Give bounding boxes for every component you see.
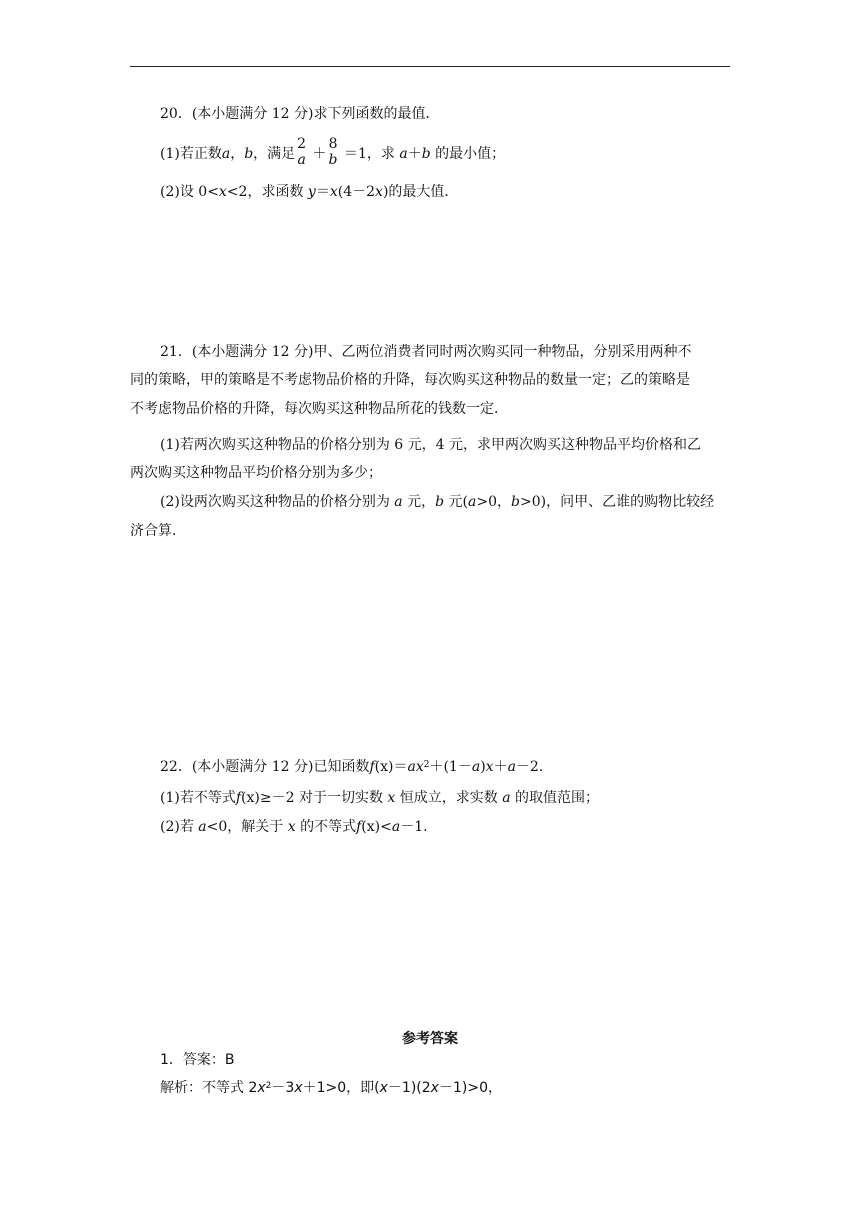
var-x: x xyxy=(485,759,494,775)
q20-part2-text: (4－2 xyxy=(337,184,376,200)
var-a: a xyxy=(471,759,481,775)
var-x: x xyxy=(257,1080,266,1096)
var-a: a xyxy=(399,146,408,162)
q21-text: (1)若两次购买这种物品的价格分别为 6 元，4 元，求甲两次购买这种物品平均价格和乙 xyxy=(160,437,701,453)
q20-part1-text: 的最小值； xyxy=(435,146,506,162)
fraction-numerator: 8 xyxy=(328,136,338,152)
func-f: f xyxy=(369,759,375,775)
var-y: y xyxy=(307,184,316,200)
var-a: a xyxy=(468,494,477,510)
q21-line5 xyxy=(130,463,382,483)
q21-text: 济合算． xyxy=(130,523,186,539)
q22-text: <0，解关于 xyxy=(206,819,284,835)
q22-text: (2)若 xyxy=(160,819,194,835)
fraction-denominator: a xyxy=(297,152,306,168)
q22-text: 的取值范围； xyxy=(515,790,600,806)
q20-part2 xyxy=(160,182,458,202)
answers-title: 参考答案 xyxy=(402,1031,458,1047)
var-b: b xyxy=(511,494,520,510)
var-x: x xyxy=(287,819,296,835)
q21-text: (2)设两次购买这种物品的价格分别为 xyxy=(160,494,390,510)
q22-header xyxy=(160,757,553,777)
q20-header xyxy=(160,104,439,124)
q20-header-text: 20．(本小题满分 12 分)求下列函数的最值． xyxy=(160,106,440,122)
q21-text: 21．(本小题满分 12 分)甲、乙两位消费者同时两次购买同一种物品，分别采用两种不 xyxy=(160,344,692,360)
var-a: a xyxy=(198,819,207,835)
equals-sign: ＝ xyxy=(393,759,408,775)
func-arg: (x) xyxy=(361,819,381,835)
func-arg: (x) xyxy=(374,759,394,775)
q21-text: 元， xyxy=(407,494,436,510)
answer-1-analysis xyxy=(160,1078,502,1098)
q21-line3 xyxy=(130,399,508,419)
analysis-text: －1)(2 xyxy=(387,1080,431,1096)
q21-text: 不考虑物品价格的升降，每次购买这种物品所花的钱数一定． xyxy=(130,401,508,417)
var-b: b xyxy=(244,146,254,162)
q20-part2-text: <2，求函数 xyxy=(226,184,304,200)
var-a: a xyxy=(507,759,516,775)
q21-line2 xyxy=(130,370,690,390)
q20-part1-text: (1)若正数 xyxy=(160,146,222,162)
answer-1-text: 1．答案：B xyxy=(160,1052,235,1068)
q20-part1-text: ＝1，求 xyxy=(343,146,395,162)
q20-part1 xyxy=(160,138,505,170)
q21-text: 同的策略，甲的策略是不考虑物品价格的升降，每次购买这种物品的数量一定；乙的策略是 xyxy=(130,372,690,388)
analysis-text: －3 xyxy=(271,1080,295,1096)
exponent: 2 xyxy=(423,760,430,770)
var-a: a xyxy=(391,819,401,835)
plus-sign: ＋ xyxy=(312,146,327,162)
analysis-text: ＋1>0，即( xyxy=(302,1080,380,1096)
q21-line7 xyxy=(130,521,186,541)
header-rule xyxy=(130,66,730,67)
answer-1 xyxy=(160,1050,235,1070)
plus-sign: ＋ xyxy=(493,759,508,775)
q22-part1 xyxy=(160,788,599,808)
var-a: a xyxy=(502,790,511,806)
q22-text: 恒成立，求实数 xyxy=(399,790,498,806)
var-x: x xyxy=(430,1080,439,1096)
q22-text: 的不等式 xyxy=(300,819,357,835)
fraction-denominator: b xyxy=(328,152,338,168)
q21-text: >0， xyxy=(476,494,511,510)
less-than: < xyxy=(380,819,392,835)
func-arg: (x) xyxy=(241,790,260,806)
var-b: b xyxy=(435,494,445,510)
q21-line1 xyxy=(160,342,691,362)
fraction-numerator: 2 xyxy=(297,136,307,152)
analysis-text: －1)>0， xyxy=(438,1080,502,1096)
var-x: x xyxy=(329,184,338,200)
q22-text: ) xyxy=(480,759,486,775)
equals-sign: ＝ xyxy=(315,184,330,200)
q20-part2-text: )的最大值． xyxy=(382,184,459,200)
var-a: a xyxy=(394,494,403,510)
var-x: x xyxy=(375,184,383,200)
q21-line4 xyxy=(160,435,701,455)
q22-text: 22．(本小题满分 12 分)已知函数 xyxy=(160,759,370,775)
q22-text: (1)若不等式 xyxy=(160,790,236,806)
term-ax: ax xyxy=(407,759,424,775)
punct: ， xyxy=(230,146,245,162)
func-f: f xyxy=(356,819,362,835)
q20-part2-text: (2)设 0< xyxy=(160,184,219,200)
q22-part2 xyxy=(160,817,428,837)
q21-text: >0)，问甲、乙谁的购物比较经 xyxy=(519,494,715,510)
var-a: a xyxy=(221,146,231,162)
analysis-text: 解析：不等式 2 xyxy=(160,1080,258,1096)
q22-text: －2． xyxy=(515,759,553,775)
q21-text: 两次购买这种物品平均价格分别为多少； xyxy=(130,465,382,481)
q21-text: 元( xyxy=(448,494,468,510)
q20-part1-text: ，满足 xyxy=(253,146,296,162)
exponent: 2 xyxy=(265,1081,272,1091)
q22-text: ＋(1－ xyxy=(429,759,472,775)
fraction-8-over-b xyxy=(329,136,338,168)
var-x: x xyxy=(294,1080,303,1096)
var-x: x xyxy=(379,1080,388,1096)
q22-text: ≥－2 对于一切实数 xyxy=(259,790,383,806)
var-x: x xyxy=(387,790,396,806)
func-f: f xyxy=(235,790,242,806)
q22-text: －1. xyxy=(400,819,428,835)
fraction-2-over-a xyxy=(297,136,306,168)
var-x: x xyxy=(218,184,227,200)
plus-sign: ＋ xyxy=(407,146,422,162)
var-b: b xyxy=(421,146,431,162)
q21-line6 xyxy=(160,492,714,512)
